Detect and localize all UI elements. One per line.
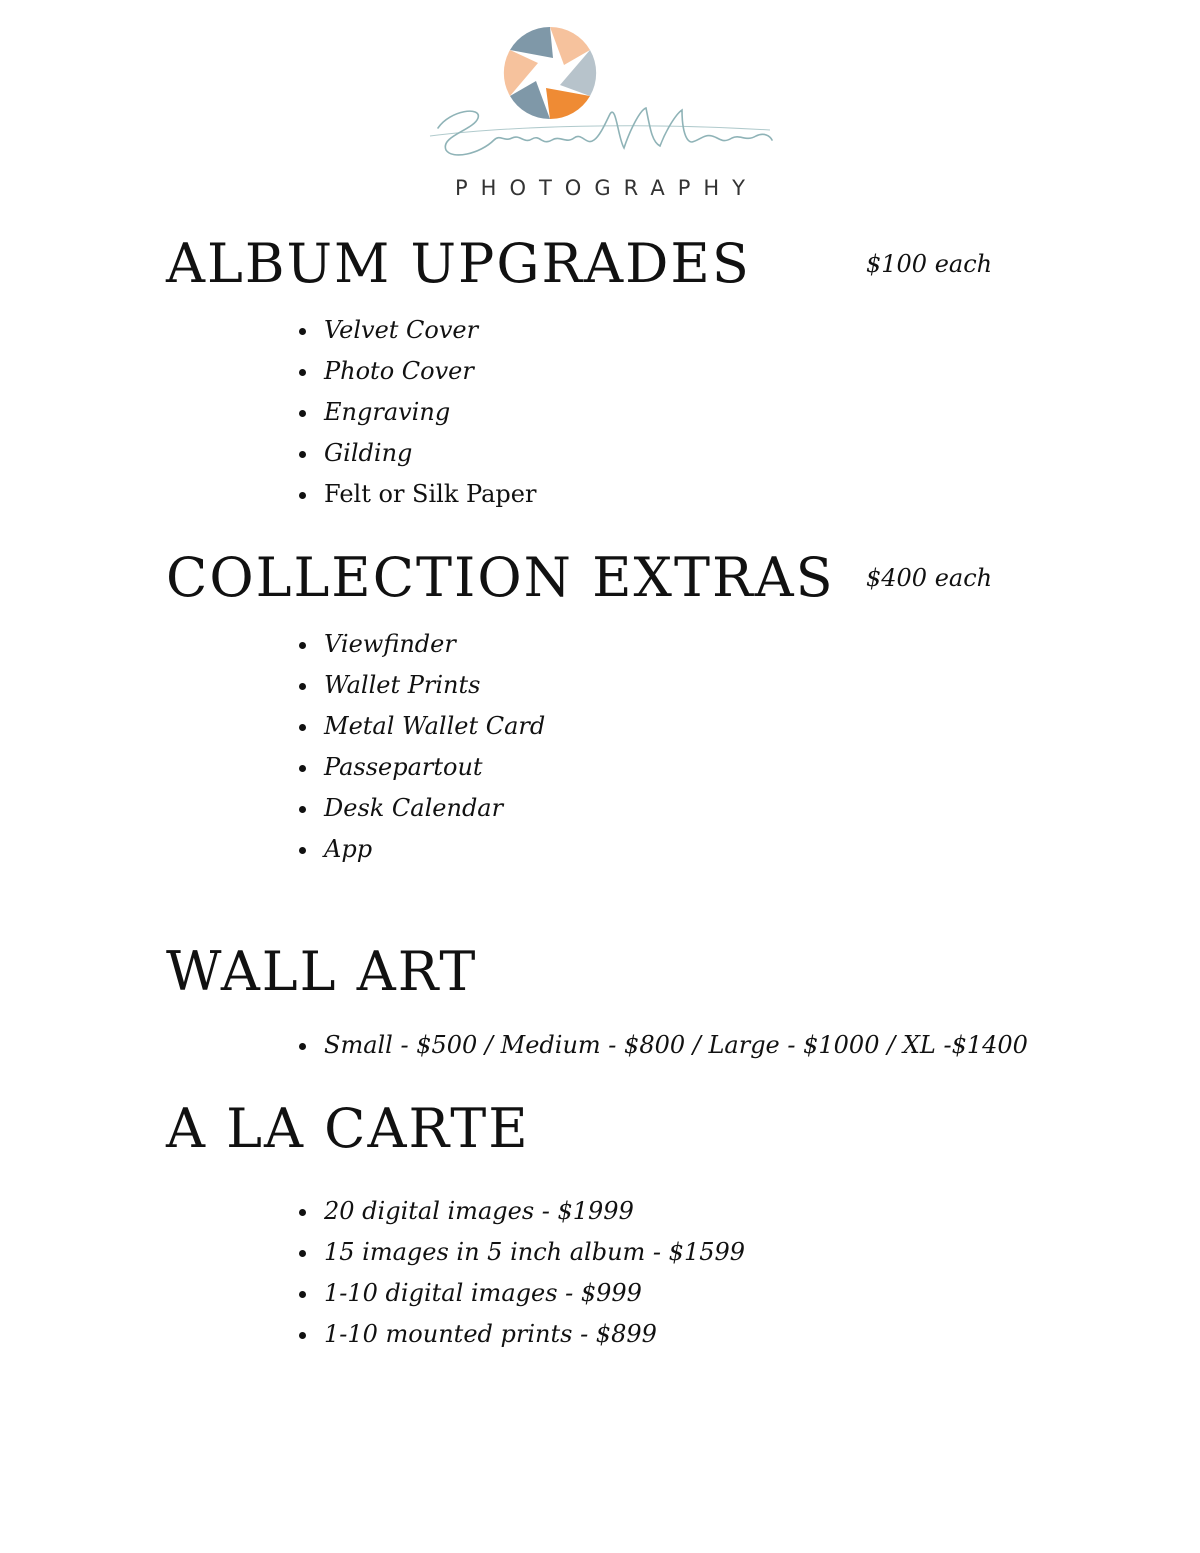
album-upgrades-price: $100 each: [866, 250, 993, 278]
collection-extras-price: $400 each: [866, 564, 993, 592]
list-item: Wallet Prints: [296, 668, 545, 709]
list-item: 20 digital images - $1999: [296, 1194, 745, 1235]
section-title-collection-extras: COLLECTION EXTRAS: [166, 546, 835, 609]
section-title-wall-art: WALL ART: [166, 940, 478, 1003]
section-title-a-la-carte: A LA CARTE: [166, 1097, 530, 1160]
list-item: Velvet Cover: [296, 313, 536, 354]
list-item: Metal Wallet Card: [296, 709, 545, 750]
collection-extras-list: [296, 627, 545, 873]
list-item: 15 images in 5 inch album - $1599: [296, 1235, 745, 1276]
logo-subtitle: PHOTOGRAPHY: [454, 176, 758, 200]
list-item: Passepartout: [296, 750, 545, 791]
a-la-carte-list: [296, 1194, 745, 1358]
brand-logo: [420, 18, 780, 200]
list-item: Viewfinder: [296, 627, 545, 668]
list-item: 1-10 digital images - $999: [296, 1276, 745, 1317]
list-item: Felt or Silk Paper: [296, 477, 536, 518]
list-item: Gilding: [296, 436, 536, 477]
list-item: Small - $500 / Medium - $800 / Large - $1000 / XL -$1400: [296, 1028, 1028, 1069]
aperture-logo-icon: [420, 18, 780, 178]
list-item: Photo Cover: [296, 354, 536, 395]
list-item: Desk Calendar: [296, 791, 545, 832]
list-item: 1-10 mounted prints - $899: [296, 1317, 745, 1358]
list-item: App: [296, 832, 545, 873]
album-upgrades-list: [296, 313, 536, 518]
section-title-album-upgrades: ALBUM UPGRADES: [166, 232, 751, 295]
list-item: Engraving: [296, 395, 536, 436]
wall-art-list: [296, 1028, 1028, 1069]
